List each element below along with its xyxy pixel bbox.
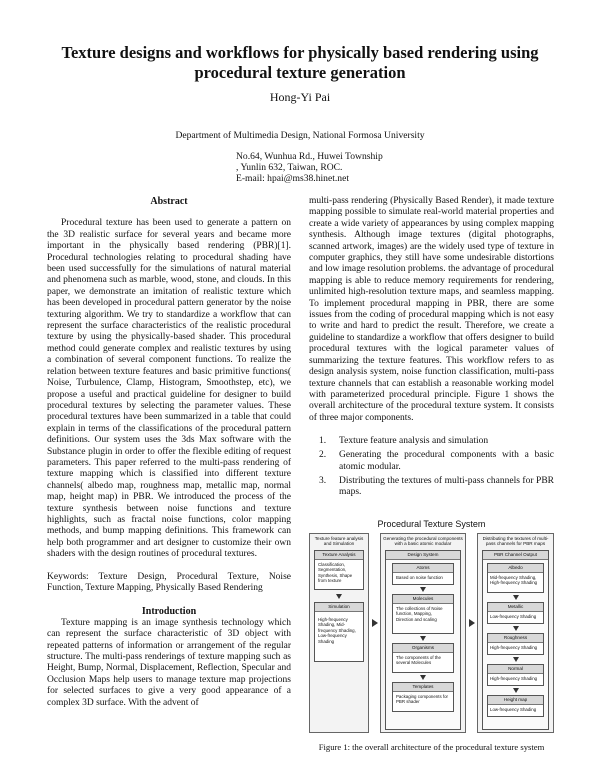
down-arrow-icon xyxy=(513,657,519,662)
address-line-1: No.64, Wunhua Rd., Huwei Township xyxy=(236,151,383,162)
left-column xyxy=(47,196,291,709)
molecules-box xyxy=(392,594,454,634)
abstract-body: Procedural texture has been used to generate a pattern on the 3D realistic surface for several years and became more important in the physically based rendering (PBR)[1]. Procedural technologies relating to procedural shading have been used successfully for the simulations of natural material and phenomena such as marble, wood, stone, and clouds. In this paper, we demonstrate an imitation of realistic texture which has been developed in procedural pattern generator by the noise texturing algorithm. We try to standardize a workflow that can represent the surface characteristics of the realistic procedural texture by using the physically-based shader. This procedural method could generate complex and realistic textures by using a combination of several component functions. To realize the relation between texture features and basic primitive functions( Noise, Turbulence, Clamp, Histogram, Smoothstep, etc), we propose a useful and practical guideline for designer to build procedural textures by selecting the parameter values. These procedural textures have been summarized in a table that could explain in terms of the classifications of the procedural pattern definitions. Our system uses the 3ds Max software with the Substance plugin in order to offer the flexible editing of request parameters. This paper referred to the multi-pass rendering of texture mapping which is classified into different texture channels( albedo map, roughness map, metallic map, normal map, height map) in PBR. We introduced the process of the texture synthesis between noise functions and texture highlights, such as fractal noise functions, color mapping methods, and bump mapping definitions. This framework can help both programmer and art designer to customize their own shaders with the design routines of procedural textures. xyxy=(47,218,291,560)
pbr-output-box xyxy=(482,550,549,730)
keywords-label: Keywords: xyxy=(47,571,89,582)
texture-analysis-text: Classification, Segmentation, Synthesis, Shape from texture xyxy=(318,562,353,584)
atoms-box xyxy=(392,563,454,585)
down-arrow-icon xyxy=(513,626,519,631)
metallic-header: Metallic xyxy=(488,603,543,612)
abstract-heading: Abstract xyxy=(150,196,188,207)
molecules-text: The collections of Noise function, Mapping, Direction and scaling xyxy=(396,606,443,622)
roughness-text: High-frequency Shading xyxy=(490,645,538,650)
col1-title: Texture feature analysis and Simulation xyxy=(314,536,364,547)
figure-col-generation xyxy=(380,533,466,733)
col3-title: Distributing the textures of multi-pass channels for PBR maps xyxy=(482,536,549,547)
figure-caption: Figure 1: the overall architecture of the procedural texture system xyxy=(318,742,545,752)
email: E-mail: hpai@ms38.hinet.net xyxy=(236,173,350,185)
normal-text: High-frequency Shading xyxy=(490,676,538,681)
down-arrow-icon xyxy=(420,675,426,680)
figure-col-distribution xyxy=(477,533,554,733)
texture-analysis-box xyxy=(314,550,364,590)
right-arrow-icon xyxy=(469,619,475,627)
simulation-box xyxy=(314,602,364,662)
roughness-header: Roughness xyxy=(488,634,543,643)
albedo-header: Albedo xyxy=(488,564,543,573)
roughness-box xyxy=(487,633,544,655)
list-item: 2. Generating the procedural components with a basic atomic modular. xyxy=(319,450,554,472)
templates-box xyxy=(392,682,454,712)
normal-header: Normal xyxy=(488,665,543,674)
keywords xyxy=(47,572,291,595)
affiliation: Department of Multimedia Design, National Formosa University xyxy=(175,130,425,141)
molecules-header: Molecules xyxy=(393,595,453,604)
atoms-header: Atoms xyxy=(393,564,453,573)
introduction-body: Texture mapping is an image synthesis technology which can represent the surface characteristic of 3D object with repeated patterns of information or arrangement of the regular structure. The multi-pass renderings of texture mapping such as Height, Bump, Normal, Displacement, Reflection, Specular and Occlusion Maps help users to manage texture map projections for selected surfaces to give a very good appearance of a complex 3D surface. With the advent of xyxy=(47,617,291,708)
organisms-box xyxy=(392,643,454,673)
albedo-text: Mid-frequency Shading, High-frequency Shading xyxy=(490,575,538,586)
figure-1 xyxy=(309,519,554,739)
author-name: Hong-Yi Pai xyxy=(269,90,331,104)
address-block xyxy=(200,151,496,185)
list-item: 1. Texture feature analysis and simulation xyxy=(319,436,489,447)
texture-analysis-header: Texture Analysis xyxy=(315,551,363,560)
simulation-header: Simulation xyxy=(315,603,363,612)
down-arrow-icon xyxy=(513,688,519,693)
metallic-text: Low-frequency Shading xyxy=(490,614,537,619)
metallic-box xyxy=(487,602,544,624)
figure-title: Procedural Texture System xyxy=(377,519,486,529)
simulation-text: High-frequency Shading, Mid-frequency Shading, Low-frequency Shading xyxy=(318,617,356,644)
templates-header: Templates xyxy=(393,683,453,692)
design-system-box xyxy=(385,550,461,730)
col2-title: Generating the procedural components with a basic atomic modular xyxy=(383,536,463,547)
height-map-text: Low-frequency Shading xyxy=(490,707,537,712)
right-column xyxy=(309,196,554,501)
down-arrow-icon xyxy=(513,595,519,600)
down-arrow-icon xyxy=(420,636,426,641)
albedo-box xyxy=(487,563,544,593)
paper-title: Texture designs and workflows for physically based rendering using procedural texture generation xyxy=(61,43,539,82)
templates-text: Packaging components for PBR shader xyxy=(396,694,448,705)
organisms-header: Organisms xyxy=(393,644,453,653)
height-map-header: Height map xyxy=(488,696,543,705)
right-arrow-icon xyxy=(372,619,378,627)
introduction-heading: Introduction xyxy=(141,606,197,618)
normal-box xyxy=(487,664,544,686)
down-arrow-icon xyxy=(336,594,342,599)
pbr-output-header: PBR Channel Output xyxy=(483,551,548,560)
atoms-text: Based on noise function xyxy=(396,575,443,580)
component-list xyxy=(309,436,554,498)
organisms-text: The components of the several Molecules xyxy=(396,655,441,666)
keywords-text: Texture Design, Procedural Texture, Noise Function, Texture Mapping, Physically Based Rendering xyxy=(47,571,291,593)
height-map-box xyxy=(487,695,544,717)
design-system-header: Design System xyxy=(386,551,460,560)
down-arrow-icon xyxy=(420,587,426,592)
figure-col-analysis xyxy=(309,533,369,733)
intro-continued: multi-pass rendering (Physically Based Render), it made texture mapping possible to simulate real-world material properties and create a wide variety of appearances by using complex mapping synthesis. Although image textures (digital photographs, scanned artwork, images) are the widely used type of texture in computer graphics, they still have some undesirable distortions and low image resolution problems. the advantage of procedural mapping is able to reduce memory requirements for rendering, unlimited high-resolution texture maps, and seamless mapping. To implement procedural mapping in PBR, there are some issues from the coding of procedural mapping which is not easy to write and hard to predict the result. Therefore, we create a guideline to standardize a workflow that offers designer to build procedural textures with the logical parameter values of summarizing the texture features. This workflow refers to as design analysis system, noise function classification, multi-pass texture channels that can establish a reasonable working model with parameterized procedural principle. Figure 1 shows the overall architecture of the procedural texture system. It consists of three major components. xyxy=(309,196,554,423)
list-item: 3. Distributing the textures of multi-pass channels for PBR maps. xyxy=(319,475,554,497)
address-line-2: , Yunlin 632, Taiwan, ROC. xyxy=(236,162,343,174)
